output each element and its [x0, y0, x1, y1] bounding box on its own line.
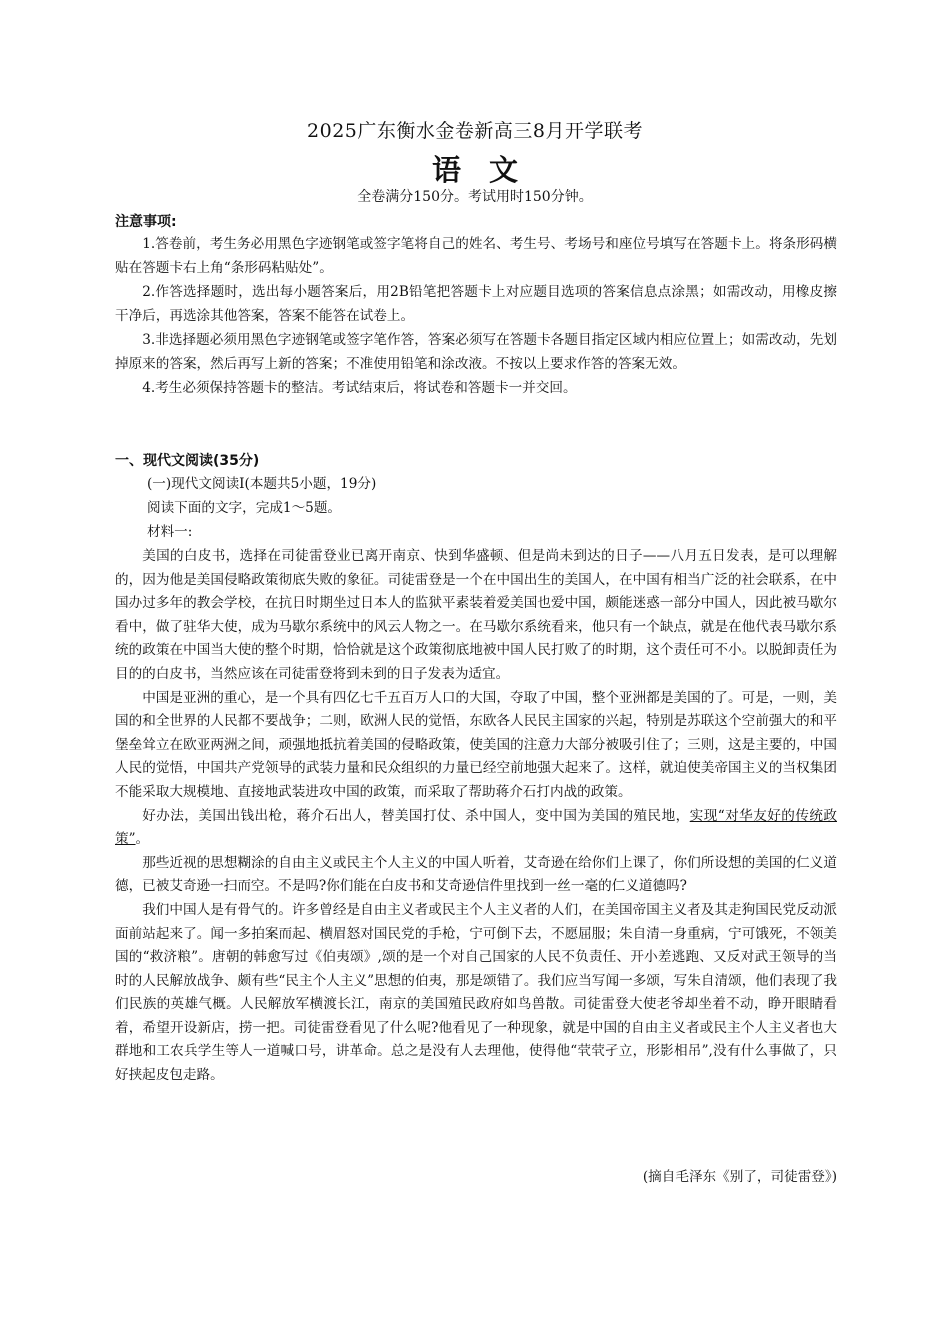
notices-list — [115, 232, 837, 400]
subject-title: 语文 — [431, 153, 546, 187]
reading-instruction: 阅读下面的文字，完成1～5题。 — [147, 500, 342, 516]
underlined-phrase: 实现“对华友好的传统政策” — [115, 807, 838, 848]
subsection-heading: (一)现代文阅读Ⅰ(本题共5小题，19分) — [147, 476, 377, 492]
article-paragraph — [115, 805, 837, 852]
notice-item: 2.作答选择题时，选出每小题答案后，用2B铅笔把答题卡上对应题目选项的答案信息点涂黑；如需改动，用橡皮擦干净后，再选涂其他答案，答案不能答在试卷上。 — [115, 284, 837, 324]
notices-heading: 注意事项: — [115, 214, 177, 230]
paragraph-text: 好办法，美国出钱出枪，蒋介石出人，替美国打仗、杀中国人，变中国为美国的殖民地， — [142, 807, 690, 824]
notice-item: 1.答卷前，考生务必用黑色字迹钢笔或签字笔将自己的姓名、考生号、考场号和座位号填写在答题卡上。将条形码横贴在答题卡右上角“条形码粘贴处”。 — [115, 236, 837, 276]
score-info: 全卷满分150分。考试用时150分钟。 — [357, 189, 593, 205]
section-heading: 一、现代文阅读(35分) — [115, 453, 260, 469]
article-paragraph: 那些近视的思想糊涂的自由主义或民主个人主义的中国人听着，艾奇逊在给你们上课了，你们所设想的美国的仁义道德，已被艾奇逊一扫而空。不是吗?你们能在白皮书和艾奇逊信件里找到一丝一毫的仁义道德吗? — [115, 854, 837, 895]
article-paragraph: 美国的白皮书，选择在司徒雷登业已离开南京、快到华盛顿、但是尚未到达的日子——八月五日发表，是可以理解的，因为他是美国侵略政策彻底失败的象征。司徒雷登是一个在中国出生的美国人，在中国有相当广泛的社会联系，在中国办过多年的教会学校，在抗日时期坐过日本人的监狱平素装着爱美国也爱中国，颇能迷惑一部分中国人，因此被马歇尔看中，做了驻华大使，成为马歇尔系统中的风云人物之一。在马歇尔系统看来，他只有一个缺点，就是在他代表马歇尔系统的政策在中国当大使的整个时期，恰恰就是这个政策彻底地被中国人民打败了的时期，这个责任可不小。以脱卸责任为目的的白皮书，当然应该在司徒雷登将到未到的日子发表为适宜。 — [115, 548, 837, 682]
notice-item: 3.非选择题必须用黑色字迹钢笔或签字笔作答，答案必须写在答题卡各题目指定区域内相应位置上；如需改动，先划掉原来的答案，然后再写上新的答案；不准使用铅笔和涂改液。不按以上要求作答的答案无效。 — [115, 332, 837, 372]
article-source: (摘自毛泽东《别了，司徒雷登》) — [642, 1169, 837, 1185]
paragraph-end: 。 — [135, 831, 150, 848]
article-paragraph: 中国是亚洲的重心，是一个具有四亿七千五百万人口的大国，夺取了中国，整个亚洲都是美国的了。可是，一则，美国的和全世界的人民都不要战争；二则，欧洲人民的觉悟，东欧各人民民主国家的兴起，特别是苏联这个空前强大的和平堡垒耸立在欧亚两洲之间，顽强地抵抗着美国的侵略政策，使美国的注意力大部分被吸引住了；三则，这是主要的，中国人民的觉悟，中国共产党领导的武装力量和民众组织的力量已经空前地强大起来了。这样，就迫使美帝国主义的当权集团不能采取大规模地、直接地武装进攻中国的政策，而采取了帮助蒋介石打内战的政策。 — [115, 689, 837, 800]
notice-item: 4.考生必须保持答题卡的整洁。考试结束后，将试卷和答题卡一并交回。 — [142, 380, 577, 396]
exam-title: 2025广东衡水金卷新高三8月开学联考 — [307, 120, 643, 142]
material-label: 材料一: — [147, 524, 193, 540]
article-paragraph: 我们中国人是有骨气的。许多曾经是自由主义者或民主个人主义者的人们，在美国帝国主义者及其走狗国民党反动派面前站起来了。闻一多拍案而起、横眉怒对国民党的手枪，宁可倒下去，不愿屈服；朱自清一身重病，宁可饿死，不领美国的“救济粮”。唐朝的韩愈写过《伯夷颂》,颂的是一个对自己国家的人民不负责任、开小差逃跑、又反对武王领导的当时的人民解放战争、颇有些“民主个人主义”思想的伯夷，那是颂错了。我们应当写闻一多颂，写朱自清颂，他们表现了我们民族的英雄气概。人民解放军横渡长江，南京的美国殖民政府如鸟兽散。司徒雷登大使老爷却坐着不动，睁开眼睛看着，希望开设新店，捞一把。司徒雷登看见了什么呢?他看见了一种现象，就是中国的自由主义者或民主个人主义者也大群地和工农兵学生等人一道喊口号，讲革命。总之是没有人去理他，使得他“茕茕孑立，形影相吊”,没有什么事做了，只好挟起皮包走路。 — [115, 901, 837, 1084]
article-body — [115, 545, 837, 1088]
